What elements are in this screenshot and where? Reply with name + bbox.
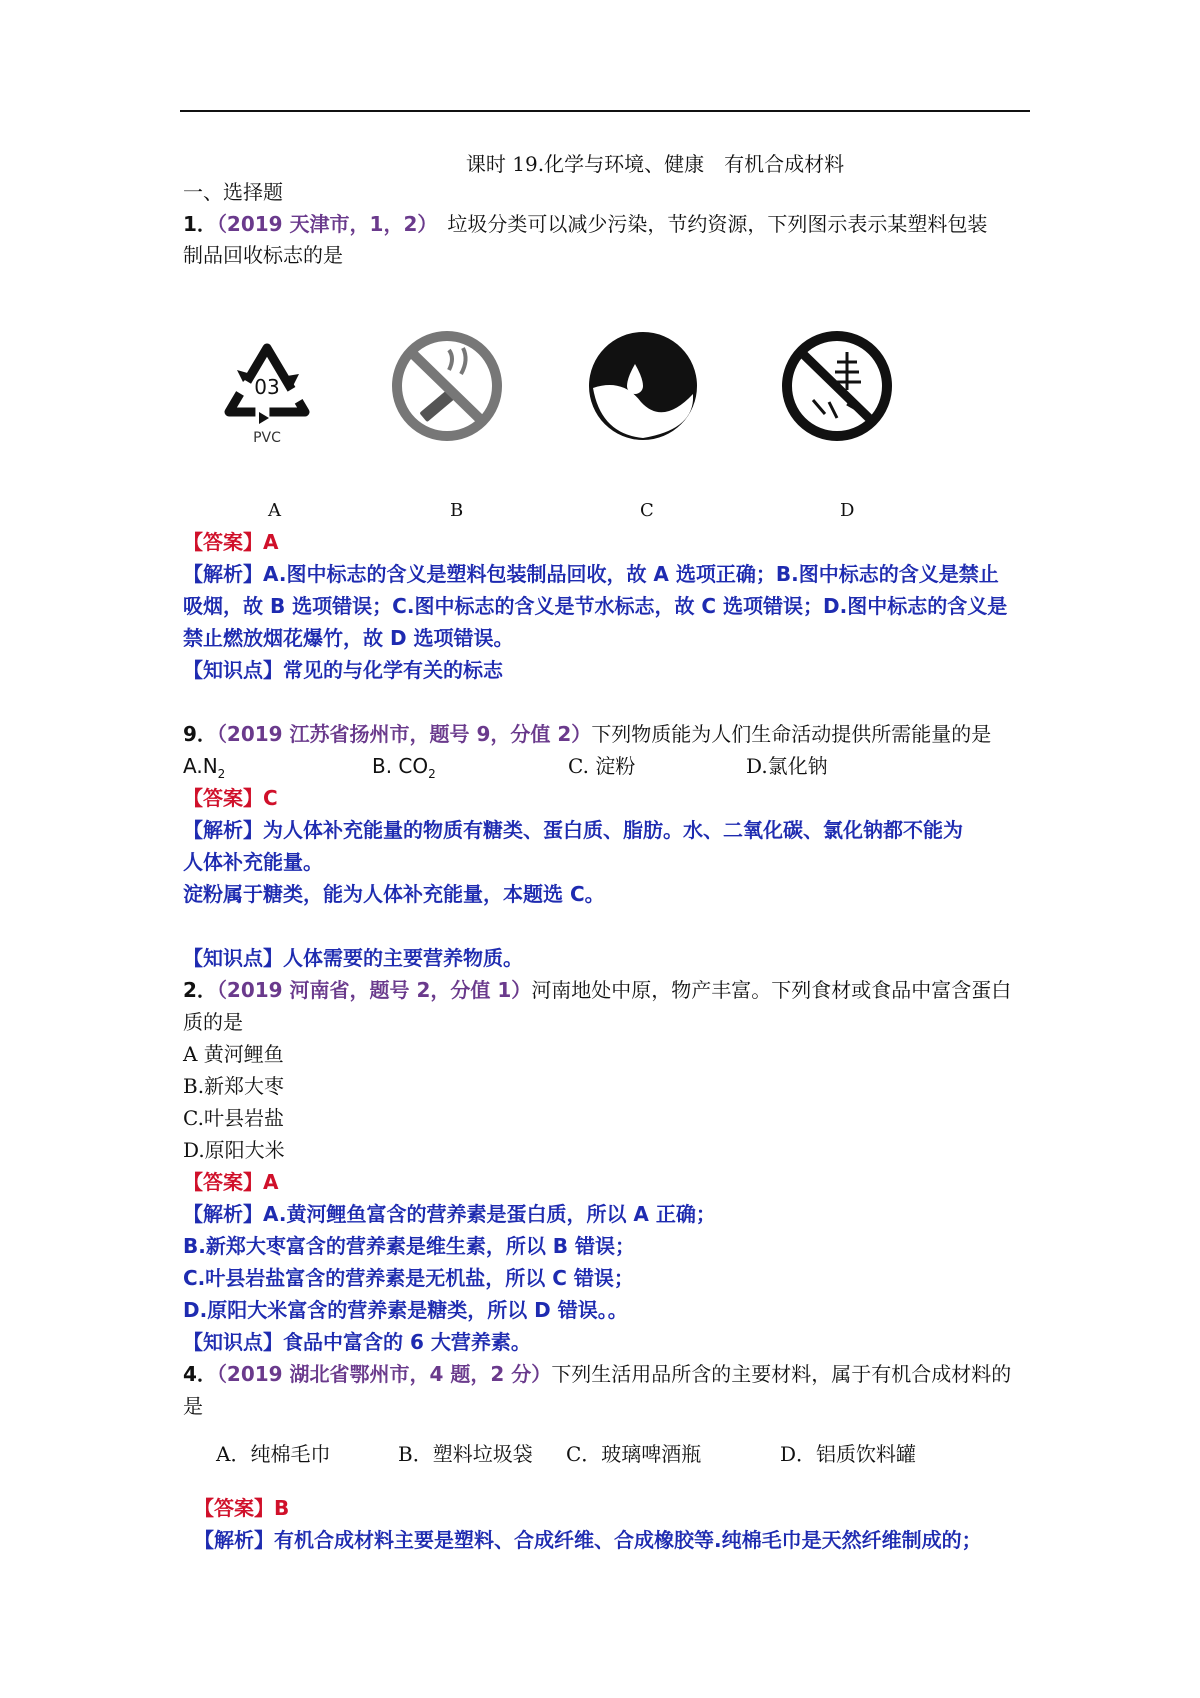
- header-rule: [180, 110, 1030, 112]
- q1-option-c-label: C: [640, 500, 654, 521]
- q4-answer: 【答案】B: [194, 1496, 290, 1520]
- section-heading: 一、选择题: [183, 180, 283, 204]
- q4-option-c: C．玻璃啤酒瓶: [566, 1442, 702, 1466]
- q2-stem-line2: 质的是: [183, 1010, 243, 1034]
- q9-option-c: C. 淀粉: [568, 754, 636, 778]
- q9-option-d: D.氯化钠: [746, 754, 828, 778]
- q2-analysis-line1: 【解析】A.黄河鲤鱼富含的营养素是蛋白质，所以 A 正确；: [183, 1202, 716, 1226]
- answer-label: 【答案】: [183, 530, 263, 554]
- q9-option-b: B. $CO_2$: [372, 754, 436, 781]
- q2-analysis-line3: C.叶县岩盐富含的营养素是无机盐，所以 C 错误；: [183, 1266, 634, 1290]
- q2-option-b: B.新郑大枣: [183, 1074, 285, 1098]
- q1-answer: [183, 528, 278, 556]
- no-fireworks-icon: [777, 330, 897, 450]
- q4-option-b: B．塑料垃圾袋: [398, 1442, 533, 1466]
- q9-analysis-line3: 淀粉属于糖类，能为人体补充能量，本题选 C。: [183, 882, 605, 906]
- no-smoking-icon: [387, 330, 507, 450]
- q2-answer: 【答案】A: [183, 1170, 279, 1194]
- q9-stem: 9．（2019 江苏省扬州市，题号 9，分值 2）下列物质能为人们生命活动提供所需能量的是: [183, 722, 992, 746]
- q2-source: （2019 河南省，题号 2，分值 1）: [216, 978, 532, 1002]
- recycling-pvc-icon: [207, 330, 327, 450]
- analysis-label: 【解析】: [183, 562, 263, 586]
- q4-stem-line1: 4．（2019 湖北省鄂州市，4 题，2 分）下列生活用品所含的主要材料，属于有机合成材料的: [183, 1362, 1012, 1386]
- q1-stem-line1: [183, 210, 987, 238]
- q1-stem: 垃圾分类可以减少污染，节约资源，下列图示表示某塑料包装: [427, 212, 988, 236]
- q1-option-d-label: D: [840, 500, 855, 521]
- icon-a-pvc: PVC: [253, 430, 281, 446]
- q4-analysis-line1: 【解析】有机合成材料主要是塑料、合成纤维、合成橡胶等.纯棉毛巾是天然纤维制成的；: [194, 1528, 982, 1552]
- q2-option-a: A 黄河鲤鱼: [183, 1042, 284, 1066]
- q1-analysis-line2: 吸烟，故 B 选项错误；C.图中标志的含义是节水标志，故 C 选项错误；D.图中标志的含义是: [183, 594, 1008, 618]
- q2-analysis-line2: B.新郑大枣富含的营养素是维生素，所以 B 错误；: [183, 1234, 636, 1258]
- q2-option-d: D.原阳大米: [183, 1138, 285, 1162]
- water-saving-icon: [583, 330, 703, 450]
- q9-knowledge-point: 【知识点】人体需要的主要营养物质。: [183, 946, 523, 970]
- q2-number: 2．: [183, 978, 217, 1002]
- q9-analysis-line2: 人体补充能量。: [183, 850, 323, 874]
- q1-stem-line2: 制品回收标志的是: [183, 243, 343, 267]
- q2-knowledge-point: 【知识点】食品中富含的 6 大营养素。: [183, 1330, 531, 1354]
- q9-answer: 【答案】C: [183, 786, 278, 810]
- icon-a-code: 03: [254, 375, 280, 399]
- q2-stem-line1: 2．（2019 河南省，题号 2，分值 1）河南地处中原，物产丰富。下列食材或食品中富含蛋白: [183, 978, 1012, 1002]
- page-title: 课时 19.化学与环境、健康 有机合成材料: [465, 152, 845, 176]
- q9-source: （2019 江苏省扬州市，题号 9，分值 2）: [216, 722, 592, 746]
- q1-option-b-label: B: [450, 500, 464, 521]
- q4-stem-line2: 是: [183, 1394, 203, 1418]
- q9-option-a: $A.N_2$: [183, 754, 226, 781]
- q9-number: 9．: [183, 722, 217, 746]
- q1-knowledge-point: 【知识点】常见的与化学有关的标志: [183, 658, 503, 682]
- q1-analysis-line1: 【解析】A.图中标志的含义是塑料包装制品回收，故 A 选项正确；B.图中标志的含义是禁止: [183, 562, 999, 586]
- q9-analysis-line1: 【解析】为人体补充能量的物质有糖类、蛋白质、脂肪。水、二氧化碳、氯化钠都不能为: [183, 818, 963, 842]
- q4-option-d: D．铝质饮料罐: [780, 1442, 917, 1466]
- q1-option-a-label: A: [268, 500, 281, 521]
- q4-option-a: A．纯棉毛巾: [216, 1442, 331, 1466]
- q1-number: 1．: [183, 212, 217, 236]
- q1-analysis-line3: 禁止燃放烟花爆竹，故 D 选项错误。: [183, 626, 514, 650]
- q4-number: 4．: [183, 1362, 217, 1386]
- q1-source: （2019 天津市，1，2）: [216, 212, 428, 236]
- q4-source: （2019 湖北省鄂州市，4 题，2 分）: [216, 1362, 552, 1386]
- answer-value: A: [263, 530, 279, 554]
- q2-analysis-line4: D.原阳大米富含的营养素是糖类，所以 D 错误。。: [183, 1298, 628, 1322]
- kp-label: 【知识点】: [183, 658, 283, 682]
- q2-option-c: C.叶县岩盐: [183, 1106, 284, 1130]
